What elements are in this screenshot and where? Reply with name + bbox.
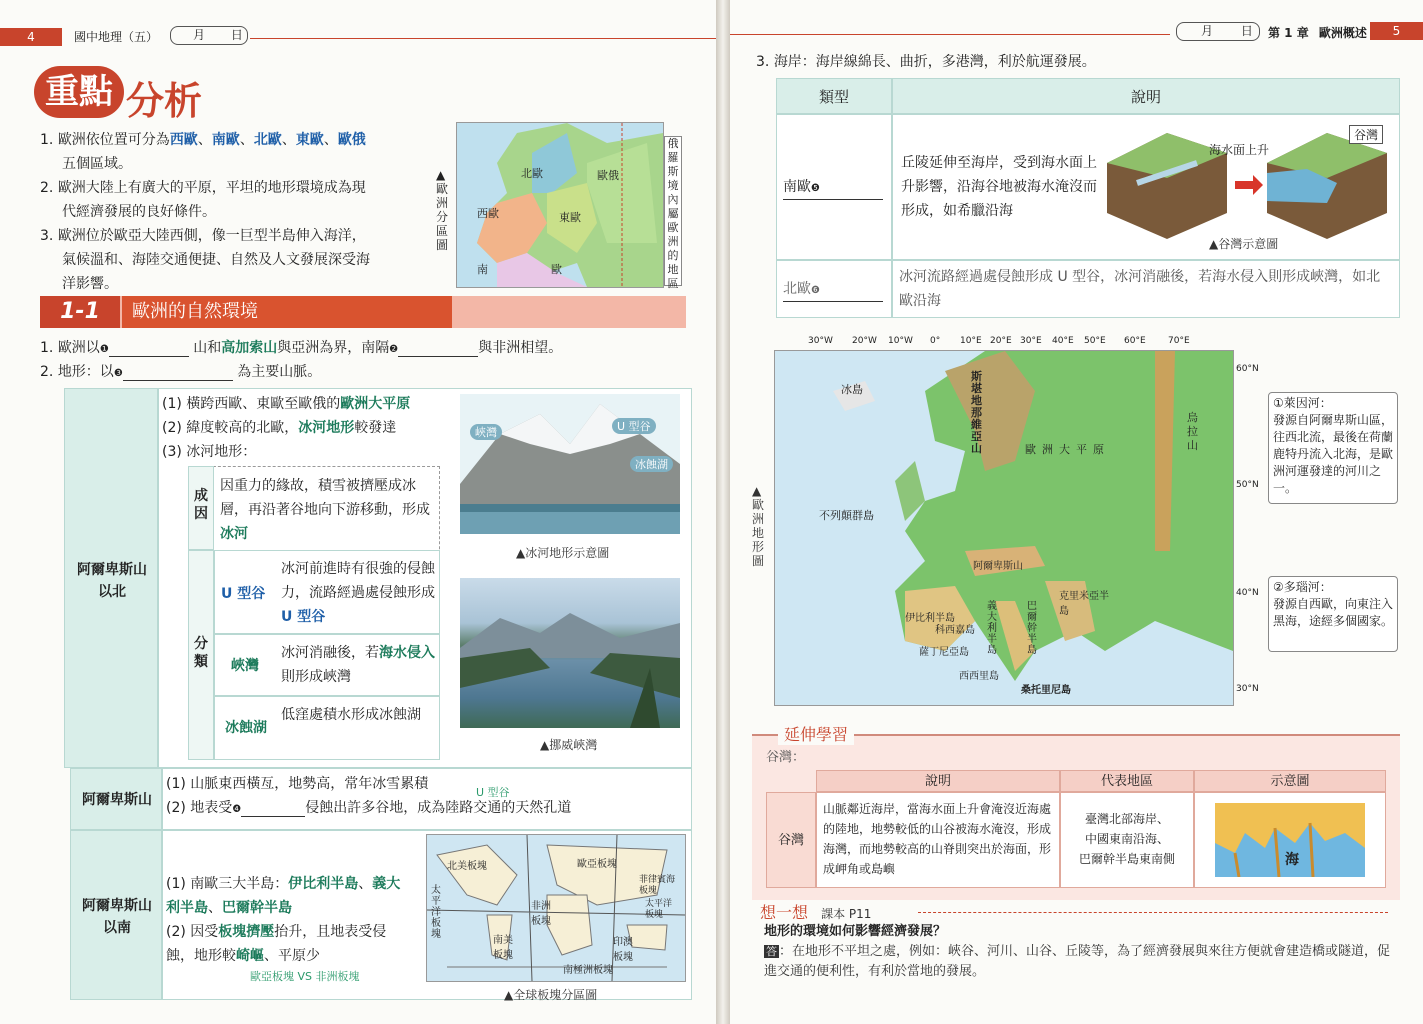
extend-h2-text: 代表地區: [1100, 774, 1153, 789]
lon-label: 60°E: [1124, 336, 1146, 346]
extend-row-label-text: 谷灣: [777, 833, 804, 848]
south-text: (2) 因受: [166, 924, 219, 940]
lat-label: 60°N: [1236, 364, 1259, 374]
map-lat-labels: [1236, 350, 1266, 704]
intro-text: 歐洲位於歐亞大陸西側，像一巨型半島伸入海洋，: [57, 228, 366, 244]
glacier-term: 冰河: [220, 526, 248, 542]
place-iceland: 冰島: [841, 383, 863, 396]
extend-sub: 谷灣：: [766, 750, 806, 765]
south-line-2: [166, 920, 406, 968]
north-alps-label-cell: [64, 388, 158, 768]
item-text: 較發達: [354, 420, 397, 436]
answer-blank-6[interactable]: [783, 301, 883, 302]
q-text: 地形：以: [57, 364, 114, 380]
balkan-peninsula: 巴爾幹半島: [222, 900, 292, 916]
alps-label-cell: [70, 768, 162, 830]
coast-col-header-1: [776, 78, 892, 114]
sep: 、: [208, 900, 222, 916]
think-answer: [764, 942, 1390, 982]
lat-label: 50°N: [1236, 480, 1259, 490]
sep: 、: [197, 132, 212, 148]
extend-h3: [1194, 770, 1386, 792]
item-num: (2): [162, 420, 182, 436]
extend-region-cell: [1060, 792, 1194, 888]
map-label-west: 西歐: [477, 207, 499, 220]
sep: 、: [239, 132, 254, 148]
alps-text: (2) 地表受: [166, 800, 233, 816]
glacier-label-fjord: 峽灣: [470, 424, 502, 440]
date-month: 月: [193, 28, 206, 42]
item-text: 橫跨西歐、東歐至歐俄的: [186, 396, 341, 412]
plate-africa: 非洲板塊: [531, 901, 551, 927]
header-rule-right: [730, 34, 1170, 35]
row-cirque-lake: [214, 696, 440, 760]
extend-desc: 山脈鄰近海岸，當海水面上升會淹沒近海處的陸地，地勢較低的山谷被海水淹沒，形成海灣，而地勢較高的山脊則突出於海面，形成岬角或島嶼: [823, 802, 1052, 876]
danube-note: [1268, 576, 1398, 652]
ria-caption: ▲谷灣示意圖: [1209, 237, 1279, 251]
row-u-valley-desc: [281, 557, 435, 629]
intro-num: 3.: [40, 228, 54, 244]
page-number-badge-right: 5: [1370, 22, 1423, 40]
date-month: 月: [1201, 24, 1214, 38]
coast-col-header-2: [892, 78, 1400, 114]
row-u-valley: [214, 550, 440, 634]
alps-text: 侵蝕出許多谷地，成為陸路交通的天然孔道: [305, 800, 572, 816]
item-num: (1): [162, 396, 182, 412]
coast-type-north: [783, 277, 820, 303]
alps-label: 阿爾卑斯山: [82, 792, 152, 808]
coast-row-south: [776, 114, 892, 260]
lon-label: 30°E: [1020, 336, 1042, 346]
desc: 冰河前進時有很強的侵蝕力，流路經過處侵蝕形成: [281, 561, 435, 601]
physical-map: [774, 350, 1234, 706]
date-box: [170, 26, 248, 45]
row-u-valley-name: U 型谷: [221, 586, 266, 602]
rhine-note: [1268, 392, 1398, 504]
blank-marker: ❷: [389, 344, 399, 355]
region-map: [456, 122, 664, 288]
plate-eurasia: 歐亞板塊: [577, 859, 617, 870]
sep: 、: [281, 132, 296, 148]
plate-philippine: 菲律賓海板塊: [639, 875, 676, 896]
place-british-isles: 不列顛群島: [819, 509, 874, 522]
date-day: 日: [1240, 24, 1253, 38]
col-desc: 說明: [1130, 88, 1161, 106]
map-label-russia: 歐俄: [597, 169, 619, 182]
place-alps: 阿爾卑斯山: [973, 561, 1023, 572]
ria-label-bay: 谷灣: [1349, 125, 1383, 144]
ria-sea-label: 海: [1285, 852, 1299, 868]
question-1: [40, 336, 680, 362]
coast-type-south: [783, 175, 820, 201]
rhine-text: 發源自阿爾卑斯山區，往西北流，最後在荷蘭鹿特丹流入北海，是歐洲河運發達的河川之一。: [1273, 413, 1394, 495]
place-crimea: 克里米亞半島: [1059, 591, 1109, 617]
extend-row-label: [766, 792, 816, 888]
region-map-caption: ▲歐洲分區圖: [436, 168, 449, 252]
cause-label-cell: [188, 466, 214, 550]
lon-label: 30°W: [808, 336, 833, 346]
place-balkan: 巴爾幹半島: [1027, 601, 1037, 656]
seawater-term: 海水侵入: [379, 645, 435, 661]
place-european-plain: 歐洲大平原: [1025, 443, 1110, 456]
blank-marker: ❻: [811, 285, 820, 296]
row-fjord-desc: [281, 641, 435, 689]
glacier-diagram: [460, 394, 680, 534]
place-sicily: 西西里島: [959, 671, 999, 682]
desc: 則形成峽灣: [281, 669, 351, 685]
col-type: 類型: [818, 88, 849, 106]
intro-item-2: [40, 176, 440, 224]
south-alps-label-cell: [70, 830, 162, 1000]
place-corsica: 科西嘉島: [935, 625, 975, 636]
south-text: 、平原少: [264, 948, 320, 964]
think-question: 地形的環境如何影響經濟發展？: [764, 924, 947, 939]
intro-item-3: [40, 224, 440, 296]
lon-label: 50°E: [1084, 336, 1106, 346]
coast-heading: [756, 50, 1096, 74]
lon-label: 20°E: [990, 336, 1012, 346]
coast-num: 3.: [756, 54, 770, 70]
intro-text: 洋影響。: [62, 276, 118, 292]
row-fjord-name: 峽灣: [231, 658, 259, 674]
plate-pacific-east: 太平洋板塊: [645, 899, 673, 920]
desc: 冰河消融後，若: [281, 645, 379, 661]
plate-compression: 板塊擠壓: [218, 924, 275, 940]
q-num: 2.: [40, 364, 54, 380]
sep: 、: [358, 876, 373, 892]
blank-marker: ❺: [811, 183, 820, 194]
chapter-number: 1-1: [40, 296, 120, 328]
intro-num: 1.: [40, 132, 54, 148]
item-text: 緯度較高的北歐，: [186, 420, 299, 436]
intro-text: 氣候溫和、海陸交通便捷、自然及人文發展深受海: [62, 252, 370, 268]
lon-label: 20°W: [852, 336, 877, 346]
danube-title: ②多瑙河：: [1273, 580, 1332, 594]
blank-marker: ❸: [113, 368, 123, 379]
extend-h2: [1060, 770, 1194, 792]
intro-num: 2.: [40, 180, 54, 196]
lon-label: 0°: [930, 336, 941, 346]
iberian-peninsula: 伊比利半島: [288, 876, 359, 892]
section-title-text: 分析: [126, 79, 203, 123]
lon-label: 10°W: [888, 336, 913, 346]
danube-text: 發源自西歐，向東注入黑海，途經多個國家。: [1273, 597, 1394, 628]
chapter-title: 歐洲的自然環境: [122, 296, 452, 328]
q-text: 與亞洲為界，南隔: [277, 340, 390, 356]
type-name: 南歐: [783, 179, 811, 195]
cause-desc: 因重力的緣故，積雪被擠壓成冰層，再沿著谷地向下游移動，形成: [220, 478, 430, 518]
plate-south-america: 南美板塊: [493, 935, 513, 961]
intro-text: 歐洲依位置可分為: [57, 132, 170, 148]
chapter-ref: [1268, 24, 1367, 41]
north-alps-label: 阿爾卑斯山以北: [77, 562, 147, 600]
region-item: 臺灣北部海岸、: [1084, 812, 1169, 826]
alps-line-1: (1) 山脈東西橫亙，地勢高，常年冰雪累積: [166, 776, 429, 792]
coast-text: 海岸：海岸線綿長、曲折，多港灣，利於航運發展。: [773, 54, 1096, 70]
plate-north-america: 北美板塊: [447, 861, 487, 872]
cause-text: [220, 474, 434, 546]
right-page: [730, 0, 1423, 1024]
answer-blank-4[interactable]: [241, 800, 305, 817]
extend-diagram-cell: [1194, 792, 1386, 888]
place-sardinia: 薩丁尼亞島: [919, 647, 969, 658]
date-day: 日: [230, 28, 243, 42]
item-num: (3): [162, 444, 182, 460]
map-label-east: 東歐: [559, 211, 581, 224]
answer-label: 答: [766, 945, 777, 958]
alps-line-2: [166, 796, 571, 822]
region-south: 南歐: [211, 132, 240, 148]
answer-blank-3[interactable]: [123, 364, 233, 381]
extend-desc-cell: [816, 792, 1060, 888]
lat-label: 30°N: [1236, 684, 1259, 694]
south-text: 抬升，且地表受: [274, 924, 373, 940]
extend-h1-text: 說明: [924, 774, 951, 789]
plate-map: [426, 834, 686, 982]
chapter-ref-name: 歐洲概述: [1318, 26, 1367, 40]
answer-blank-1[interactable]: [109, 340, 189, 357]
region-russia: 歐俄: [337, 132, 366, 148]
map-label-south-1: 南: [477, 263, 488, 276]
plate-indo-australia: 印澳板塊: [613, 937, 633, 963]
coast-desc-north: 冰河流路經過處侵蝕形成 U 型谷，冰河消融後，若海水侵入則形成峽灣，如北歐沿海: [899, 269, 1381, 309]
lat-label: 40°N: [1236, 588, 1259, 598]
coast-row-north: [776, 260, 892, 318]
u-valley-term: U 型谷: [281, 609, 326, 625]
plate-caption: ▲全球板塊分區圖: [504, 988, 598, 1002]
north-item-2: [162, 416, 396, 440]
q-text: 為主要山脈。: [237, 364, 322, 380]
extend-h3-text: 示意圖: [1270, 774, 1310, 789]
lon-label: 40°E: [1052, 336, 1074, 346]
region-east: 東歐: [295, 132, 324, 148]
caucasus-mountains: 高加索山: [221, 340, 278, 356]
intro-text: 歐洲大陸上有廣大的平原，平坦的地形環境成為現: [57, 180, 366, 196]
think-ref: 課本 P11: [821, 907, 872, 921]
rugged-term: 崎嶇: [236, 948, 264, 964]
q-num: 1.: [40, 340, 54, 356]
north-item-3: [162, 440, 256, 464]
map-label-south-2: 歐: [551, 263, 562, 276]
type-name: 北歐: [783, 281, 811, 297]
region-item: 巴爾幹半島東南側: [1078, 852, 1175, 866]
physical-map-graphic: [775, 351, 1233, 705]
south-alps-label: 阿爾卑斯山以南: [82, 898, 152, 936]
plate-hint: 歐亞板塊 VS 非洲板塊: [250, 970, 360, 983]
blank-marker: ❶: [99, 344, 109, 355]
book-gutter: [716, 0, 730, 1024]
place-ural: 烏拉山: [1187, 411, 1198, 452]
italian-peninsula: 義大利半島: [166, 876, 401, 916]
coast-desc-north-cell: [892, 260, 1400, 318]
cause-label: 成因: [194, 488, 208, 522]
glacial-landform: 冰河地形: [298, 420, 355, 436]
sep: 、: [323, 132, 338, 148]
coast-desc-south: 丘陵延伸至海岸，受到海水面上升影響，沿海谷地被海水淹沒而形成，如希臘沿海: [901, 155, 1097, 219]
answer-text: ：在地形不平坦之處，例如：峽谷、河川、山谷、丘陵等，為了經濟發展與來往方便就會建造橋或隧道，促進交通的便利性，有利於當地的發展。: [764, 944, 1391, 979]
place-santorini: 桑托里尼島: [1021, 685, 1071, 696]
chapter-ref-num: 第 1 章: [1268, 26, 1309, 40]
region-north: 北歐: [253, 132, 282, 148]
date-box-right: [1176, 22, 1260, 41]
south-text: 侵蝕，地形較: [166, 924, 387, 964]
map-lon-labels: [774, 336, 1234, 350]
blank-marker: ❹: [232, 804, 242, 815]
book-title: 國中地理（五）: [74, 30, 159, 44]
european-plain: 歐洲大平原: [340, 396, 411, 412]
place-italian: 義大利半島: [987, 601, 997, 656]
question-2: [40, 360, 680, 386]
coast-desc-south-cell: [892, 114, 1400, 260]
place-scandinavian-mtn: 斯堪地那維亞山: [971, 370, 982, 455]
south-text: (1) 南歐三大半島：: [166, 876, 289, 892]
south-line-1: [166, 872, 406, 920]
alps-hint: U 型谷: [476, 786, 510, 799]
section-title-badge: 重點: [34, 66, 124, 118]
fjord-photo-graphic: [460, 578, 680, 728]
region-item: 中國東南沿海、: [1084, 832, 1169, 846]
map-label-north: 北歐: [521, 167, 543, 180]
fjord-caption: ▲挪威峽灣: [540, 738, 598, 752]
answer-blank-5[interactable]: [783, 199, 883, 200]
think-title: 想一想: [760, 903, 809, 922]
think-rule: [918, 912, 1388, 913]
extend-h1: [816, 770, 1060, 792]
row-fjord: [214, 634, 440, 696]
extend-regions: [1061, 793, 1193, 885]
row-lake-desc: 低窪處積水形成冰蝕湖: [281, 707, 421, 723]
plate-antarctic: 南極洲板塊: [563, 965, 613, 976]
region-west: 西歐: [169, 132, 198, 148]
class-label: 分類: [194, 636, 208, 670]
lon-label: 10°E: [960, 336, 982, 346]
q-text: 與非洲相望。: [478, 340, 563, 356]
intro-text: 五個區域。: [62, 156, 132, 172]
rhine-title: ①萊因河：: [1273, 396, 1332, 410]
q-text: 山和: [193, 340, 222, 356]
glacier-label-lake: 冰蝕湖: [630, 456, 673, 472]
q-text: 歐洲以: [57, 340, 100, 356]
plate-pacific-west: 太平洋板塊: [431, 885, 441, 940]
intro-text: 代經濟發展的良好條件。: [62, 204, 216, 220]
class-label-cell: [188, 550, 214, 760]
extend-title: 延伸學習: [778, 722, 854, 745]
glacier-caption: ▲冰河地形示意圖: [516, 546, 610, 560]
ria-label-rise: 海水面上升: [1209, 143, 1270, 157]
header-rule: [250, 38, 716, 39]
physical-map-caption: ▲歐洲地形圖: [752, 484, 765, 568]
fjord-photo: [460, 578, 680, 728]
lon-label: 70°E: [1168, 336, 1190, 346]
intro-item-1: [40, 128, 440, 176]
region-map-side-label: 俄羅斯境內屬歐洲的地區: [664, 136, 682, 286]
north-item-1: [162, 392, 410, 416]
place-iberian: 伊比利半島: [905, 613, 955, 624]
answer-blank-2[interactable]: [398, 340, 478, 357]
page-number-badge: 4: [0, 28, 62, 46]
row-lake-name: 冰蝕湖: [225, 720, 267, 736]
item-text: 冰河地形：: [186, 444, 257, 460]
glacier-label-uvalley: U 型谷: [612, 418, 656, 434]
